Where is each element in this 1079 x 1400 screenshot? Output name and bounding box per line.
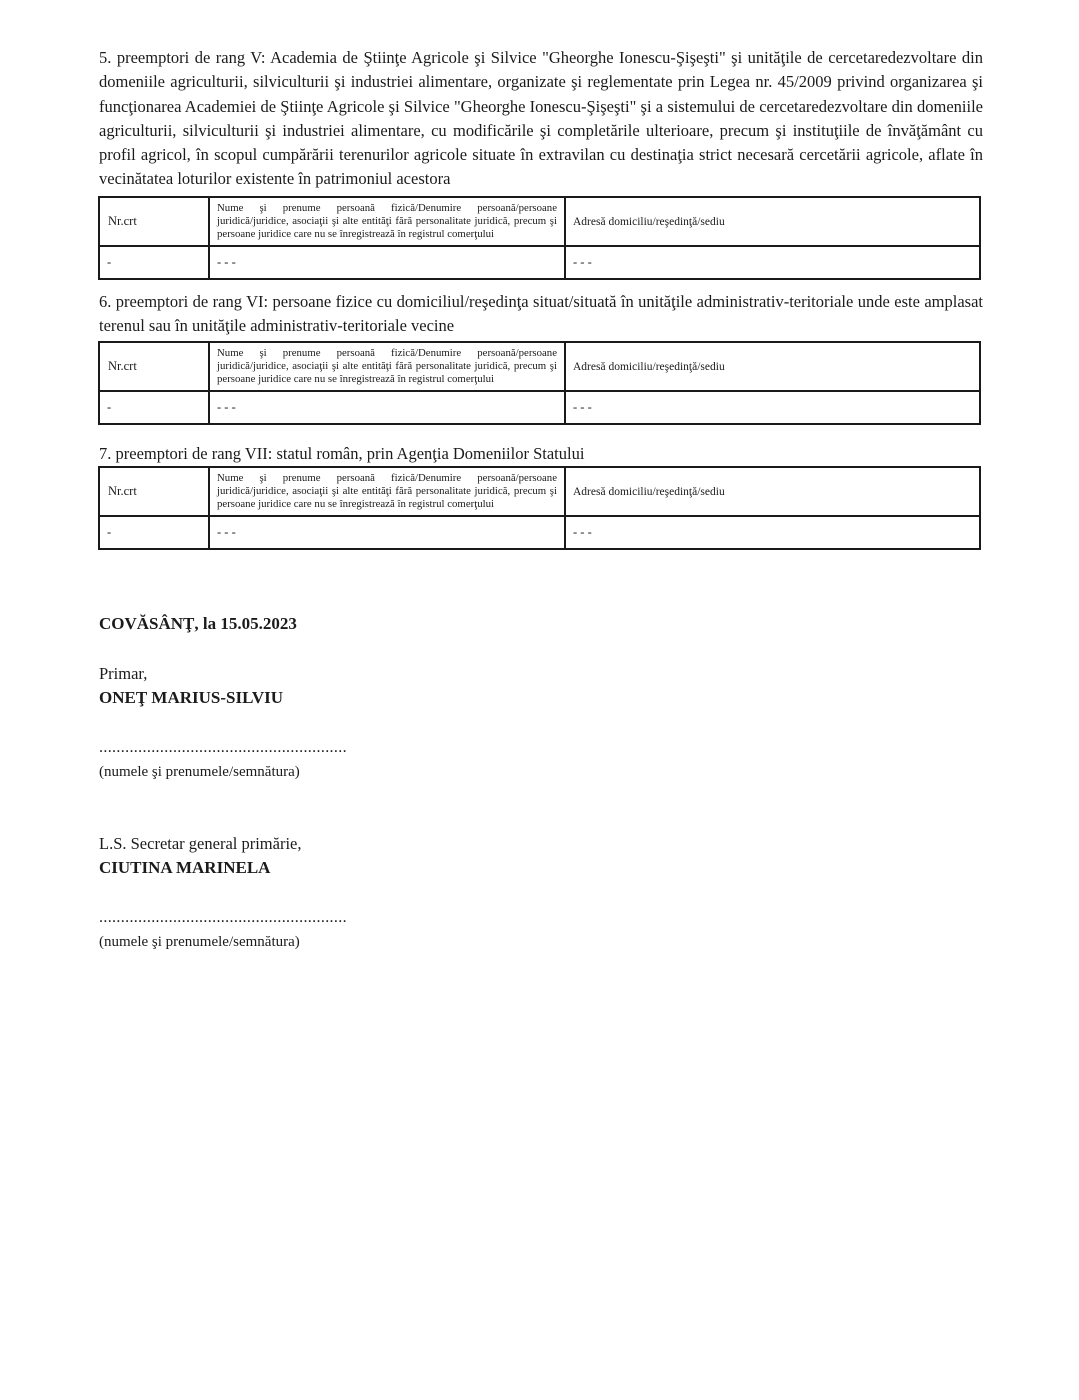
table-cell-nr: - xyxy=(99,246,209,279)
table-cell-name: - - - xyxy=(209,516,565,549)
table-header-row xyxy=(99,342,980,391)
table-header-nr-crt: Nr.crt xyxy=(99,467,209,516)
mayor-signature-caption: (numele şi prenumele/semnătura) xyxy=(99,764,300,780)
table-header-row xyxy=(99,467,980,516)
preemptors-rang-vi-table xyxy=(98,341,981,425)
mayor-name: ONEŢ MARIUS-SILVIU xyxy=(99,688,284,707)
table-header-address: Adresă domiciliu/reşedinţă/sediu xyxy=(565,342,980,391)
table-cell-name: - - - xyxy=(209,391,565,424)
section-5-heading: 5. preemptori de rang V: Academia de Ştiinţe Agricole şi Silvice "Gheorghe Ionescu-Şişeşti" şi unităţile de cercetaredezvoltare din domeniile agriculturii, silviculturii şi industriei alimentare, organizate şi reglementate prin Legea nr. 45/2009 privind organizarea şi funcţionarea Academiei de Ştiinţe Agricole şi Silvice "Gheorghe Ionescu-Şişeşti" şi a sistemului de cercetaredezvoltare din domeniile agriculturii, silviculturii şi industriei alimentare, cu modificările şi completările ulterioare, precum şi instituţiile de învăţământ cu profil agricol, în scopul cumpărării terenurilor agricole situate în extravilan cu destinaţia strict necesară cercetării agricole, aflate în vecinătatea loturilor existente în patrimoniul acestora xyxy=(99,48,983,189)
table-header-nr-crt: Nr.crt xyxy=(99,197,209,246)
table-row xyxy=(99,391,980,424)
secretary-name: CIUTINA MARINELA xyxy=(99,858,271,877)
mayor-signature-line: ......................................................... xyxy=(99,739,347,756)
table-header-name: Nume şi prenume persoană fizică/Denumire persoană/persoane juridică/juridice, asociaţii şi alte entităţi fără personalitate juridică, precum şi persoane juridice care nu se înregistrează în registrul comerţului xyxy=(209,197,565,246)
mayor-title: Primar, xyxy=(99,664,148,683)
table-header-address: Adresă domiciliu/reşedinţă/sediu xyxy=(565,467,980,516)
section-6-heading: 6. preemptori de rang VI: persoane fizice cu domiciliul/reşedinţa situat/situată în unităţile administrativ-teritoriale unde este amplasat terenul sau în unităţile administrativ-teritoriale vecine xyxy=(99,292,983,336)
preemptors-rang-vii-table xyxy=(98,466,981,550)
preemptors-rang-v-table xyxy=(98,196,981,280)
table-cell-nr: - xyxy=(99,391,209,424)
table-cell-address: - - - xyxy=(565,391,980,424)
table-cell-name: - - - xyxy=(209,246,565,279)
table-row xyxy=(99,246,980,279)
secretary-signature-line: ......................................................... xyxy=(99,909,347,926)
table-header-name: Nume şi prenume persoană fizică/Denumire persoană/persoane juridică/juridice, asociaţii şi alte entităţi fără personalitate juridică, precum şi persoane juridice care nu se înregistrează în registrul comerţului xyxy=(209,467,565,516)
table-cell-address: - - - xyxy=(565,246,980,279)
section-7-heading: 7. preemptori de rang VII: statul român, prin Agenţia Domeniilor Statului xyxy=(99,444,585,463)
secretary-title: L.S. Secretar general primărie, xyxy=(99,834,302,853)
table-cell-address: - - - xyxy=(565,516,980,549)
table-header-row xyxy=(99,197,980,246)
table-header-nr-crt: Nr.crt xyxy=(99,342,209,391)
table-cell-nr: - xyxy=(99,516,209,549)
table-header-name: Nume şi prenume persoană fizică/Denumire persoană/persoane juridică/juridice, asociaţii şi alte entităţi fără personalitate juridică, precum şi persoane juridice care nu se înregistrează în registrul comerţului xyxy=(209,342,565,391)
table-row xyxy=(99,516,980,549)
secretary-signature-caption: (numele şi prenumele/semnătura) xyxy=(99,934,300,950)
place-and-date: COVĂSÂNŢ, la 15.05.2023 xyxy=(99,614,297,633)
table-header-address: Adresă domiciliu/reşedinţă/sediu xyxy=(565,197,980,246)
